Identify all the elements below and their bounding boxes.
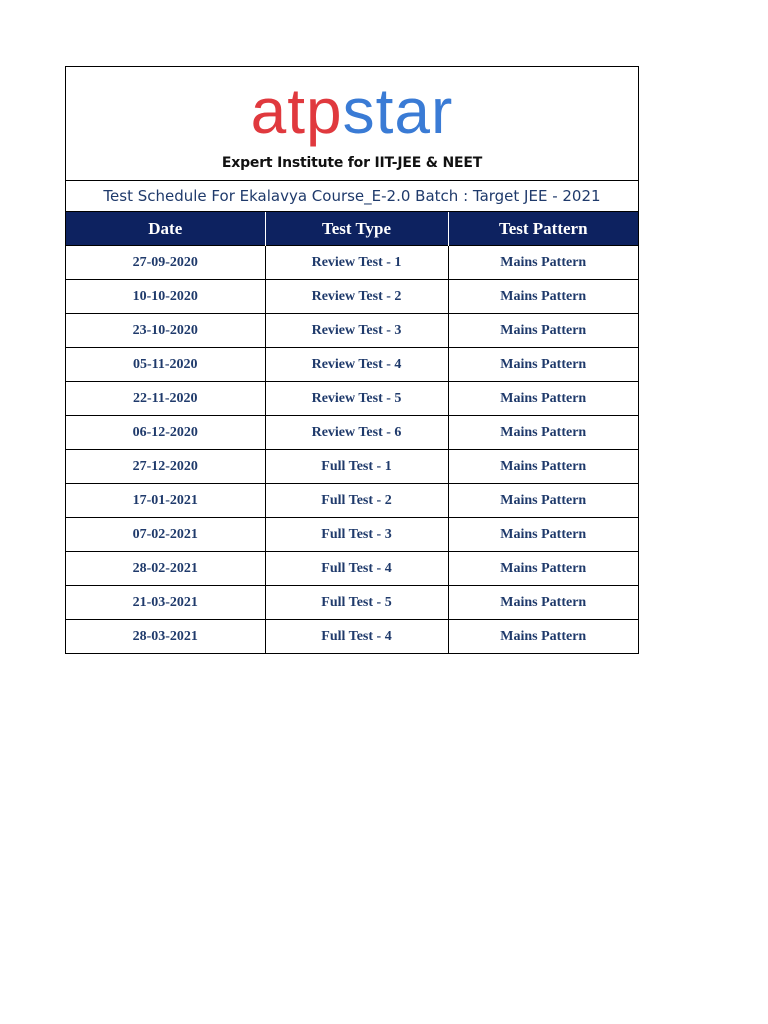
table-row (66, 416, 638, 450)
cell-date: 05-11-2020 (66, 348, 265, 382)
table-row (66, 586, 638, 620)
cell-test-pattern: Mains Pattern (448, 450, 638, 484)
cell-date: 21-03-2021 (66, 586, 265, 620)
logo-text-red: atp (250, 75, 343, 147)
cell-date: 28-03-2021 (66, 620, 265, 654)
logo-text-blue: star (342, 75, 454, 147)
cell-test-pattern: Mains Pattern (448, 382, 638, 416)
cell-date: 10-10-2020 (66, 280, 265, 314)
atpstar-logo (66, 75, 638, 147)
cell-test-type: Full Test - 5 (265, 586, 448, 620)
table-row (66, 450, 638, 484)
column-header-date: Date (66, 212, 265, 246)
cell-test-pattern: Mains Pattern (448, 586, 638, 620)
cell-test-type: Review Test - 1 (265, 246, 448, 280)
cell-test-type: Full Test - 1 (265, 450, 448, 484)
cell-test-pattern: Mains Pattern (448, 620, 638, 654)
table-row (66, 382, 638, 416)
cell-test-type: Full Test - 4 (265, 620, 448, 654)
cell-date: 27-12-2020 (66, 450, 265, 484)
cell-test-type: Review Test - 3 (265, 314, 448, 348)
cell-test-pattern: Mains Pattern (448, 280, 638, 314)
schedule-table (66, 212, 638, 653)
column-header-test-type: Test Type (265, 212, 448, 246)
cell-test-pattern: Mains Pattern (448, 416, 638, 450)
table-row (66, 280, 638, 314)
table-row (66, 246, 638, 280)
cell-test-pattern: Mains Pattern (448, 484, 638, 518)
cell-test-pattern: Mains Pattern (448, 348, 638, 382)
cell-test-pattern: Mains Pattern (448, 246, 638, 280)
brand-header (66, 67, 638, 181)
table-row (66, 552, 638, 586)
schedule-title: Test Schedule For Ekalavya Course_E-2.0 Batch : Target JEE - 2021 (66, 181, 638, 212)
cell-test-pattern: Mains Pattern (448, 518, 638, 552)
cell-test-type: Full Test - 4 (265, 552, 448, 586)
cell-date: 17-01-2021 (66, 484, 265, 518)
cell-test-type: Review Test - 6 (265, 416, 448, 450)
table-row (66, 314, 638, 348)
table-row (66, 518, 638, 552)
cell-date: 23-10-2020 (66, 314, 265, 348)
tagline: Expert Institute for IIT-JEE & NEET (221, 155, 483, 171)
cell-test-type: Full Test - 2 (265, 484, 448, 518)
cell-test-pattern: Mains Pattern (448, 314, 638, 348)
table-row (66, 348, 638, 382)
cell-test-type: Review Test - 4 (265, 348, 448, 382)
table-header-row (66, 212, 638, 246)
cell-date: 28-02-2021 (66, 552, 265, 586)
cell-date: 07-02-2021 (66, 518, 265, 552)
column-header-test-pattern: Test Pattern (448, 212, 638, 246)
cell-date: 27-09-2020 (66, 246, 265, 280)
cell-date: 06-12-2020 (66, 416, 265, 450)
cell-date: 22-11-2020 (66, 382, 265, 416)
cell-test-pattern: Mains Pattern (448, 552, 638, 586)
cell-test-type: Review Test - 5 (265, 382, 448, 416)
table-row (66, 620, 638, 654)
table-row (66, 484, 638, 518)
cell-test-type: Review Test - 2 (265, 280, 448, 314)
schedule-sheet (65, 66, 639, 654)
cell-test-type: Full Test - 3 (265, 518, 448, 552)
